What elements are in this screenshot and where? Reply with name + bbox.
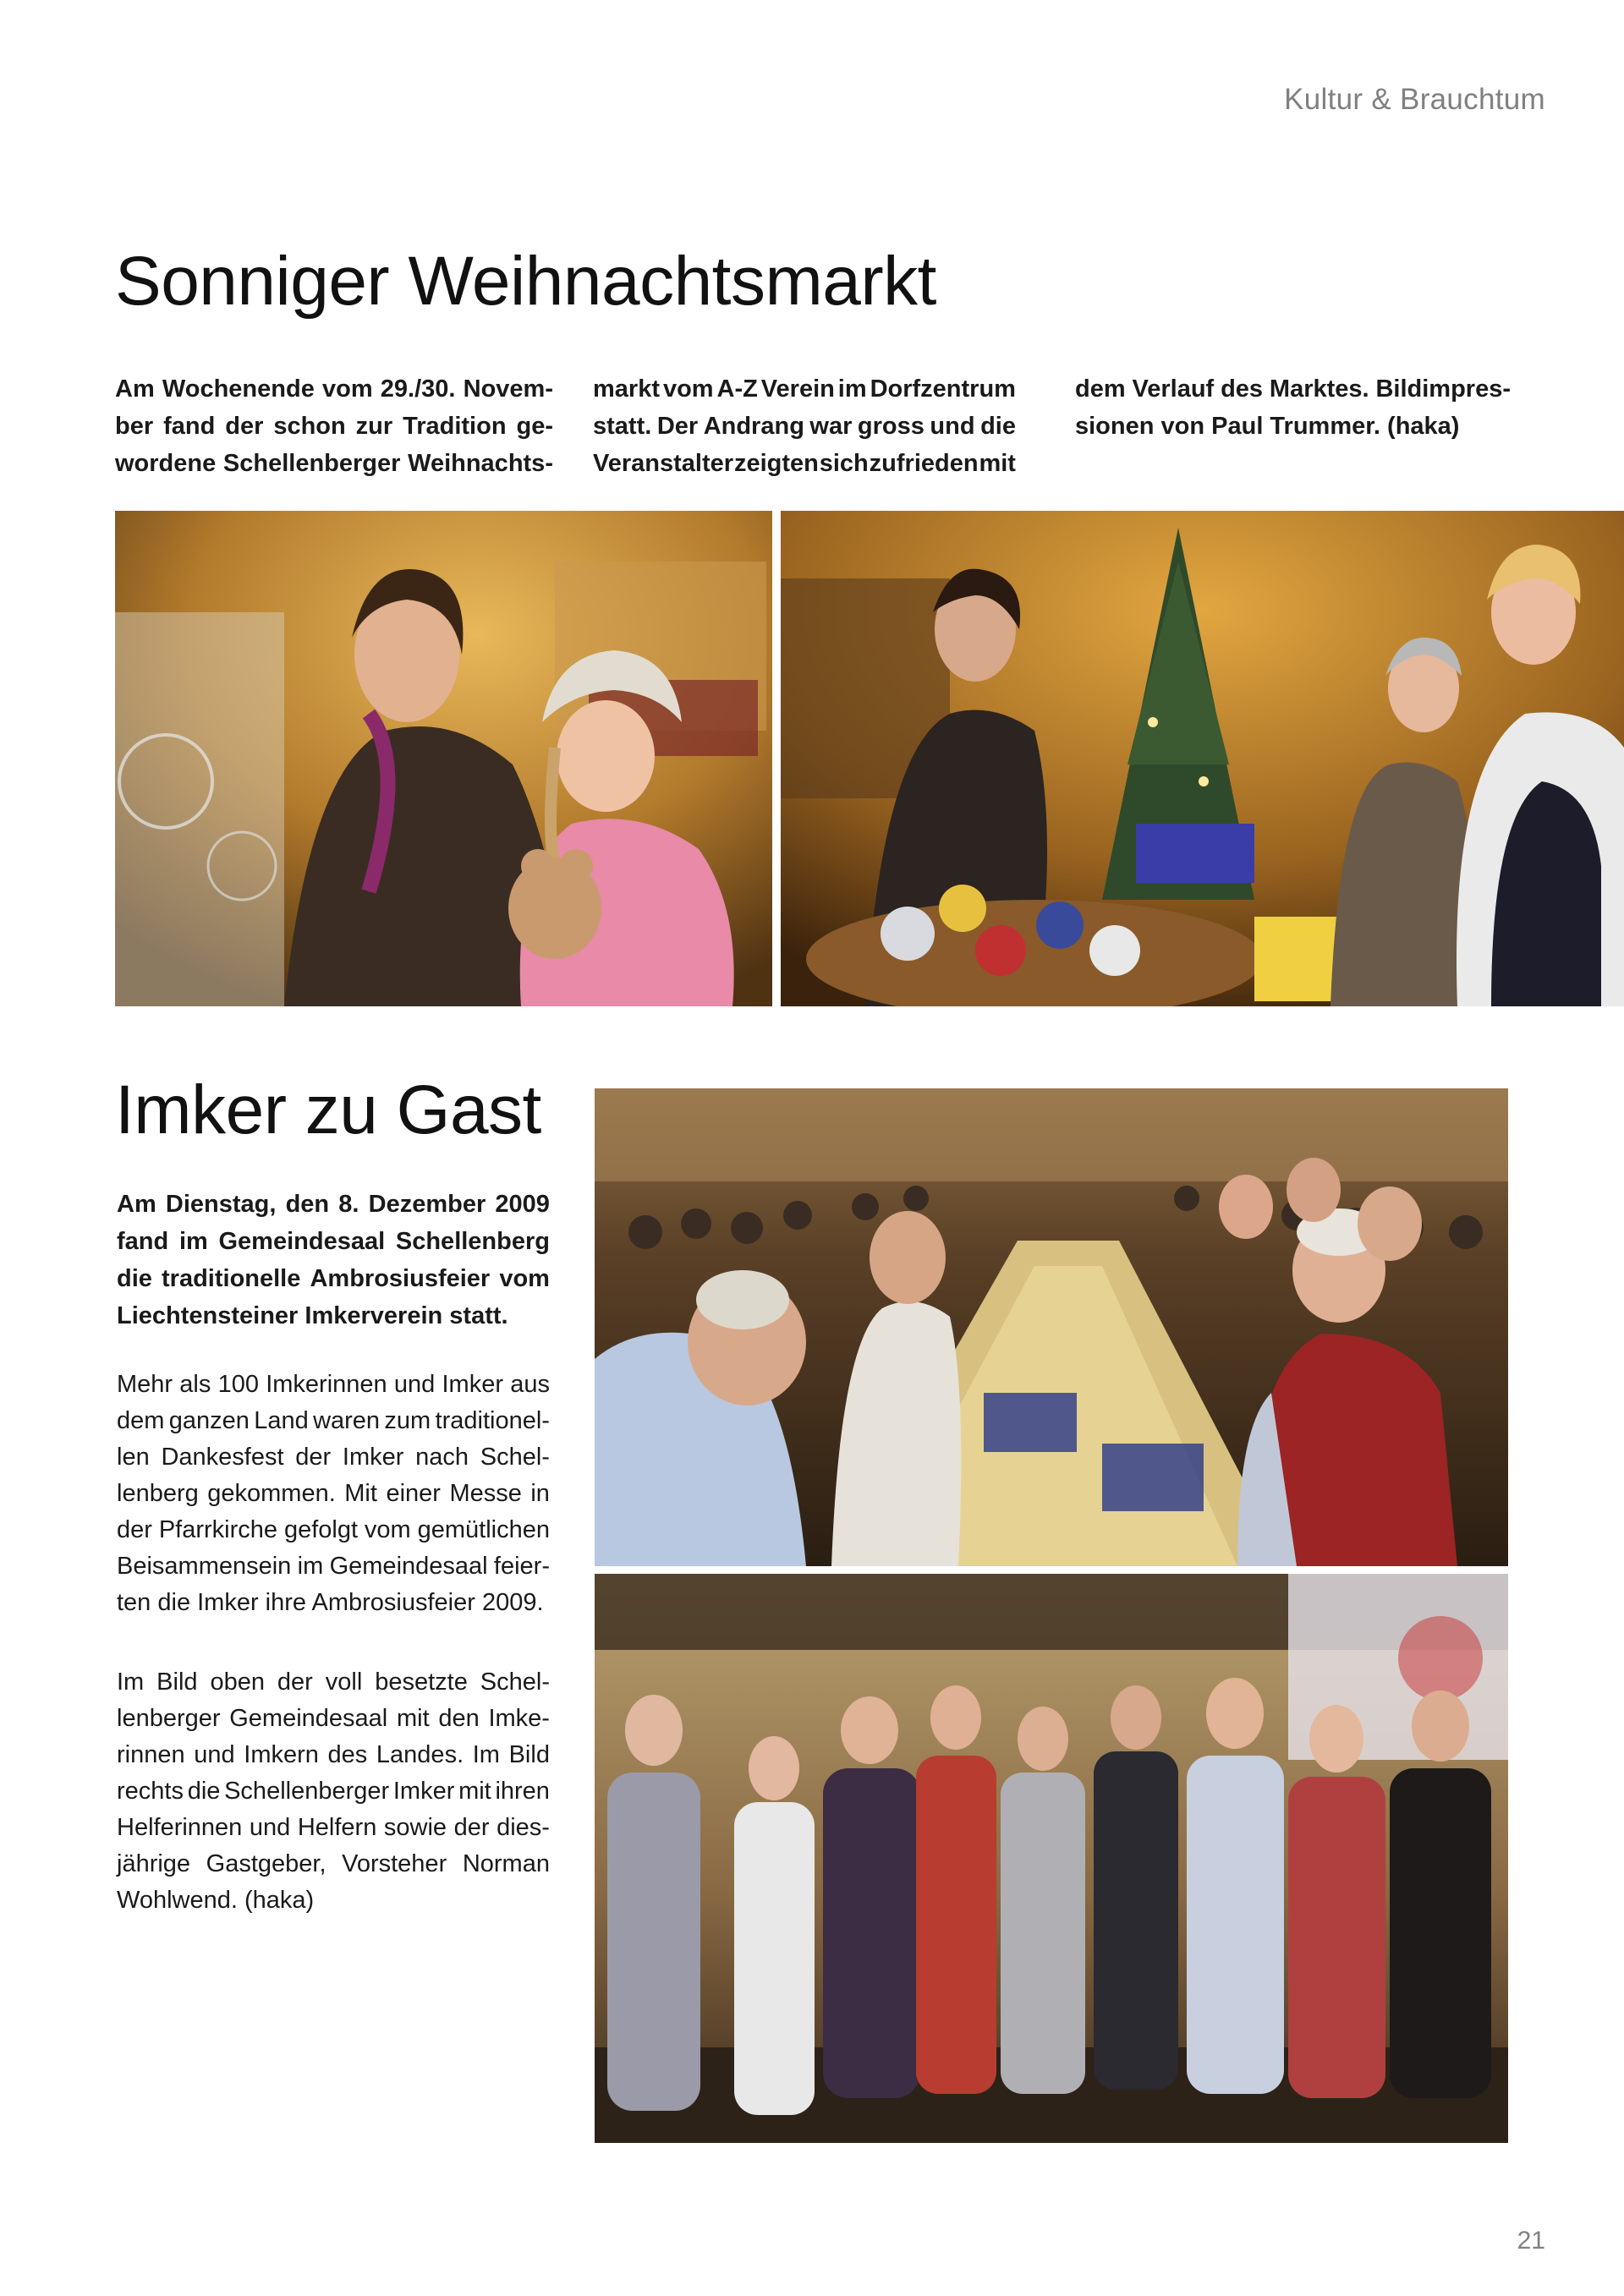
text-line: fand im Gemeindesaal Schellenberg <box>117 1228 550 1255</box>
text-line: lenberger Gemeindesaal mit den Imke- <box>117 1705 550 1732</box>
text-line: statt. Der Andrang war gross und die <box>593 413 1016 440</box>
text-line: Mehr als 100 Imkerinnen und Imker aus <box>117 1371 550 1398</box>
text-line: rinnen und Imkern des Landes. Im Bild <box>117 1741 550 1768</box>
text-line: Beisammensein im Gemeindesaal feier- <box>117 1553 550 1580</box>
text-line: Im Bild oben der voll besetzte Schel- <box>117 1669 550 1696</box>
text-line: Wohlwend. (haka) <box>117 1887 315 1914</box>
text-line: lenberg gekommen. Mit einer Messe in <box>117 1480 550 1507</box>
photo-mother-daughter <box>115 511 772 1006</box>
text-line: dem ganzen Land waren zum traditionel- <box>117 1407 550 1434</box>
article-weihnachtsmarkt-body <box>115 370 1511 485</box>
text-line: dem Verlauf des Marktes. Bildimpres- <box>1075 375 1511 403</box>
text-line: ten die Imker ihre Ambrosiusfeier 2009. <box>117 1589 544 1616</box>
article-title-imker: Imker zu Gast <box>115 1071 541 1148</box>
text-line: die traditionelle Ambrosiusfeier vom <box>117 1265 550 1292</box>
section-label: Kultur & Brauchtum <box>1284 83 1545 116</box>
photo-christmas-stall <box>781 511 1624 1006</box>
article-imker-intro <box>117 1186 550 1334</box>
text-line: Liechtensteiner Imkerverein statt. <box>117 1302 508 1329</box>
text-line: Am Wochenende vom 29./30. Novem- <box>115 375 553 403</box>
text-line: markt vom A-Z Verein im Dorfzentrum <box>593 375 1016 403</box>
article-title-weihnachtsmarkt: Sonniger Weihnachtsmarkt <box>115 243 936 320</box>
text-line: Helferinnen und Helfern sowie der dies- <box>117 1814 550 1841</box>
text-line: Am Dienstag, den 8. Dezember 2009 <box>117 1191 550 1218</box>
text-line: rechts die Schellenberger Imker mit ihren <box>117 1778 550 1805</box>
photo-group-portrait <box>595 1574 1508 2143</box>
article-column-2 <box>593 370 1016 482</box>
photo-full-hall <box>595 1088 1508 1566</box>
article-column-3 <box>1075 370 1511 445</box>
article-imker-paragraph-2 <box>117 1664 550 1919</box>
article-imker-paragraph-1 <box>117 1367 550 1621</box>
article-column-1 <box>115 370 553 482</box>
text-line: der Pfarrkirche gefolgt vom gemütlichen <box>117 1516 550 1543</box>
text-line: wordene Schellenberger Weihnachts- <box>115 450 553 477</box>
text-line: jährige Gastgeber, Vorsteher Norman <box>117 1850 550 1877</box>
page-number: 21 <box>1517 2227 1545 2255</box>
text-line: len Dankesfest der Imker nach Schel- <box>117 1444 550 1471</box>
text-line: sionen von Paul Trummer. (haka) <box>1075 413 1460 440</box>
text-line: ber fand der schon zur Tradition ge- <box>115 413 553 440</box>
text-line: Veranstalter zeigten sich zufrieden mit <box>593 450 1016 477</box>
